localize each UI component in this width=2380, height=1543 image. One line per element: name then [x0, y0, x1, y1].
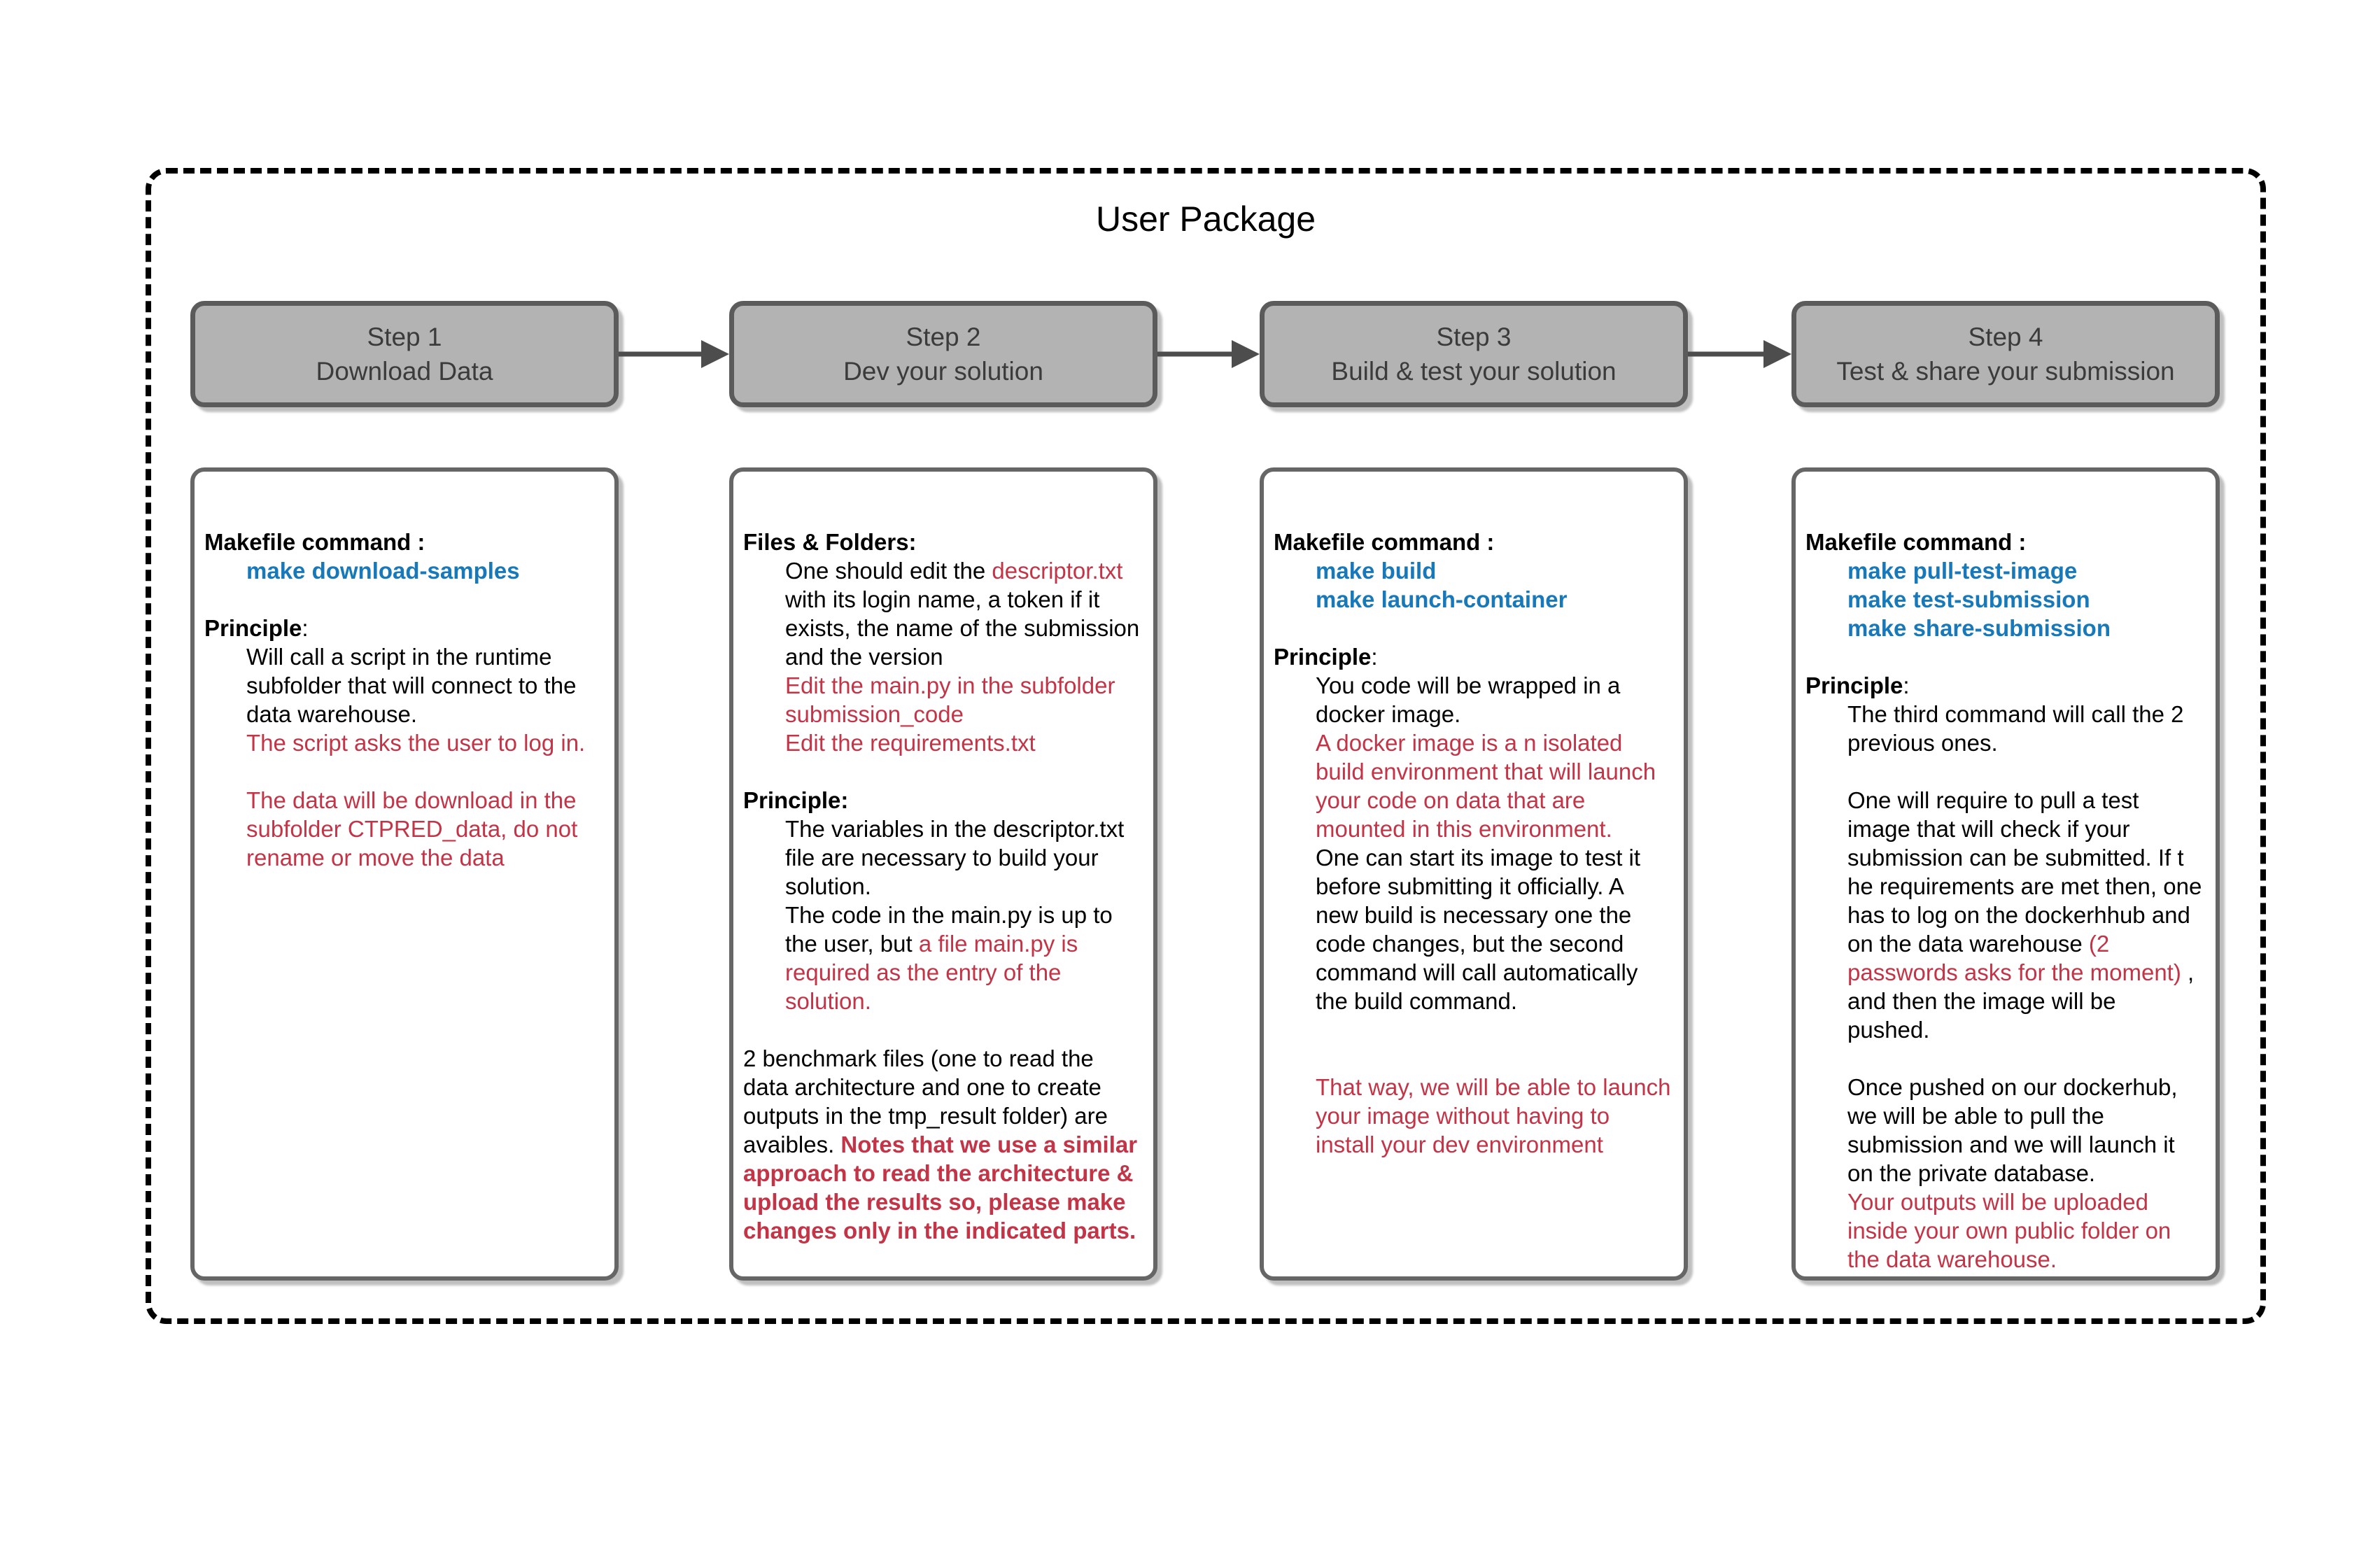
text-segment: Edit the main.py in the subfolder submission_code	[785, 672, 1115, 727]
text-segment: Will call a script in the runtime subfolder that will connect to the data warehouse.	[246, 644, 577, 727]
text-segment: The third command will call the 2 previous ones.	[1847, 701, 2184, 756]
paragraph	[743, 786, 1141, 815]
text-segment: descriptor.txt	[992, 558, 1123, 584]
text-segment: make pull-test-image	[1847, 558, 2078, 584]
paragraph	[1316, 728, 1671, 843]
text-segment: One should edit the	[785, 558, 992, 584]
text-segment: with its login name, a token if it exists, the name of the submission and the version	[785, 586, 1140, 670]
diagram-title: User Package	[1095, 199, 1316, 239]
paragraph	[1316, 843, 1671, 1015]
paragraph	[246, 786, 602, 872]
blank-line	[1274, 614, 1671, 642]
text-segment: Makefile command :	[1805, 529, 2027, 555]
paragraph	[204, 528, 602, 556]
text-segment: make test-submission	[1847, 586, 2090, 612]
text-segment: make download-samples	[246, 558, 520, 584]
step-1-header-line2: Download Data	[316, 357, 493, 386]
step-3-content-box	[1260, 467, 1688, 1281]
text-segment: The code in the main.py is up to the user, but	[785, 902, 1113, 957]
text-segment: make share-submission	[1847, 615, 2111, 641]
paragraph	[204, 614, 602, 642]
paragraph	[743, 1044, 1141, 1245]
text-segment: Principle	[204, 615, 302, 641]
step-4-header-box	[1791, 301, 2220, 407]
step-1-header-line1: Step 1	[367, 323, 442, 351]
paragraph	[1847, 556, 2203, 585]
text-segment: One will require to pull a test image that will check if your submission can be submitted. If t he requirements are met then, one has to log on the dockerhhub and on the data warehouse	[1847, 787, 2202, 957]
text-segment: :	[302, 615, 309, 641]
paragraph	[1316, 556, 1671, 585]
paragraph	[743, 528, 1141, 556]
text-segment: The variables in the descriptor.txt file are necessary to build your solution.	[785, 816, 1125, 899]
text-segment: Principle:	[743, 787, 849, 813]
step-4-header-line2: Test & share your submission	[1836, 357, 2175, 386]
blank-line	[204, 757, 602, 786]
text-segment: Makefile command :	[204, 529, 425, 555]
text-segment: Files & Folders:	[743, 529, 917, 555]
paragraph	[785, 556, 1141, 671]
text-segment: You code will be wrapped in a docker image.	[1316, 672, 1621, 727]
text-segment: That way, we will be able to launch your image without having to install your dev environment	[1316, 1074, 1671, 1157]
text-segment: Principle	[1805, 672, 1903, 698]
blank-line	[743, 757, 1141, 786]
blank-line	[1805, 757, 2203, 786]
text-segment: Notes that we use a similar approach to read the architecture & upload the results so, please make changes only in the indicated parts.	[743, 1132, 1138, 1243]
step-3-header-box	[1260, 301, 1688, 407]
text-segment: A docker image is a n isolated build environment that will launch your code on data that are mounted in this environment.	[1316, 730, 1656, 842]
text-segment: :	[1371, 644, 1378, 670]
text-segment: The script asks the user to log in.	[246, 730, 586, 756]
blank-line	[204, 585, 602, 614]
text-segment: make launch-container	[1316, 586, 1568, 612]
paragraph	[1805, 528, 2203, 556]
arrow-right-icon	[619, 339, 729, 373]
blank-line	[1805, 642, 2203, 671]
paragraph	[246, 642, 602, 728]
paragraph	[1805, 671, 2203, 700]
step-3-header-line1: Step 3	[1436, 323, 1512, 351]
text-segment: Your outputs will be uploaded inside your own public folder on the data warehouse.	[1847, 1189, 2171, 1272]
paragraph	[1847, 614, 2203, 642]
text-segment: Edit the requirements.txt	[785, 730, 1036, 756]
text-segment: make build	[1316, 558, 1437, 584]
paragraph	[1316, 585, 1671, 614]
step-2-header-line2: Dev your solution	[843, 357, 1043, 386]
step-2-header-line1: Step 2	[906, 323, 981, 351]
step-2-content-box	[729, 467, 1157, 1281]
paragraph	[785, 901, 1141, 1015]
step-1-content-box	[190, 467, 619, 1281]
paragraph	[1274, 642, 1671, 671]
paragraph	[1316, 1073, 1671, 1159]
step-2-header-box	[729, 301, 1157, 407]
paragraph	[1847, 700, 2203, 757]
paragraph	[785, 728, 1141, 757]
text-segment: One can start its image to test it before submitting it officially. A new build is necessary one the code changes, but the second command will call automatically the build command.	[1316, 845, 1641, 1014]
text-segment: The data will be download in the subfolder CTPRED_data, do not rename or move the data	[246, 787, 578, 871]
paragraph	[1847, 1073, 2203, 1188]
blank-line	[1274, 1044, 1671, 1073]
step-4-header-line1: Step 4	[1968, 323, 2043, 351]
text-segment: Makefile command :	[1274, 529, 1495, 555]
text-segment: a file main.py is required as the entry of the solution.	[785, 931, 1078, 1014]
paragraph	[785, 671, 1141, 728]
text-segment: , and then the image will be pushed.	[1847, 959, 2195, 1043]
text-segment: (2 passwords asks for the moment)	[1847, 931, 2181, 985]
step-1-header-box	[190, 301, 619, 407]
paragraph	[246, 556, 602, 585]
paragraph	[785, 815, 1141, 901]
text-segment: Principle	[1274, 644, 1372, 670]
text-segment: Once pushed on our dockerhub, we will be able to pull the submission and we will launch it on the private database.	[1847, 1074, 2178, 1186]
paragraph	[1274, 528, 1671, 556]
step-4-content-box	[1791, 467, 2220, 1281]
paragraph	[1847, 786, 2203, 1044]
text-segment: :	[1903, 672, 1910, 698]
paragraph	[1316, 671, 1671, 728]
step-3-header-line2: Build & test your solution	[1331, 357, 1617, 386]
arrow-right-icon	[1157, 339, 1260, 373]
paragraph	[246, 728, 602, 757]
paragraph	[1847, 585, 2203, 614]
text-segment: 2 benchmark files (one to read the data architecture and one to create outputs in the tmp_result folder) are avaibles.	[743, 1045, 1108, 1157]
paragraph	[1847, 1188, 2203, 1274]
arrow-right-icon	[1688, 339, 1791, 373]
blank-line	[1274, 1015, 1671, 1044]
blank-line	[1805, 1044, 2203, 1073]
blank-line	[743, 1015, 1141, 1044]
